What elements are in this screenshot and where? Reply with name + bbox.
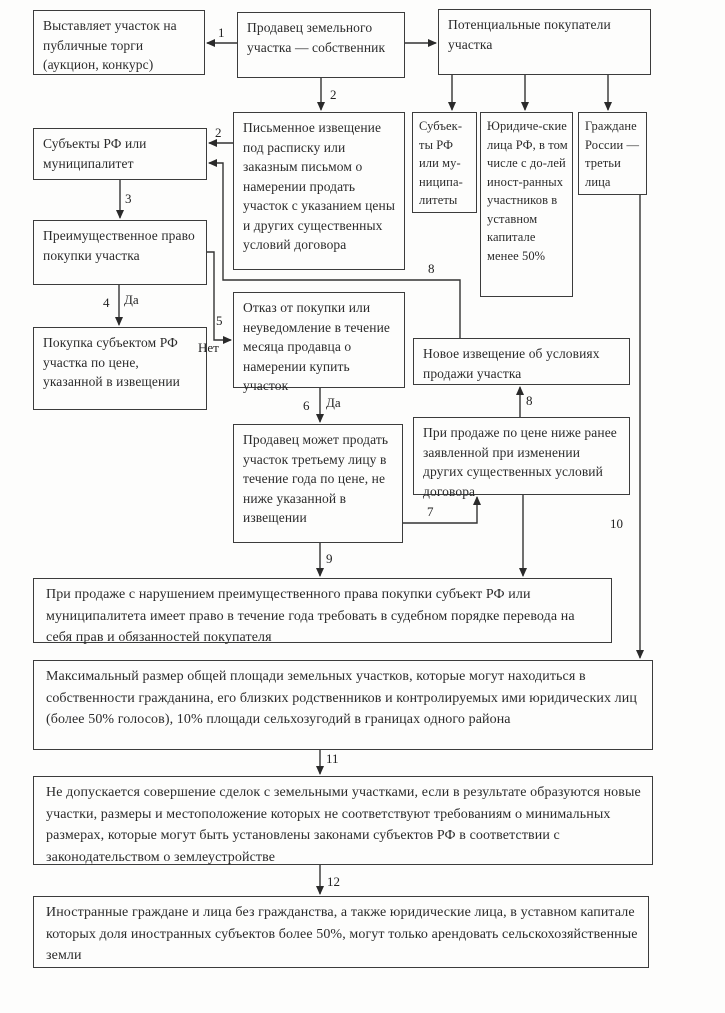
- node-citizens: Граждане России — третьи лица: [578, 112, 647, 195]
- connector-label-step-8b: 8: [526, 393, 533, 408]
- node-buyers: Потенциальные покупатели участка: [438, 9, 651, 75]
- node-legal-entities: Юридиче-ские лица РФ, в том числе с до-лей иност-ранных участников в уставном капитале менее 50%: [480, 112, 573, 297]
- node-lower-price: При продаже по цене ниже ранее заявленной при изменении других существенных условий договора: [413, 417, 630, 495]
- connector-label-step-9: 9: [326, 551, 333, 566]
- connector-label-step-8a: 8: [428, 261, 435, 276]
- node-seller-may-sell: Продавец может продать участок третьему лицу в течение года по цене, не ниже указанной в извещении: [233, 424, 403, 543]
- connector-label-step-1: 1: [218, 25, 225, 40]
- node-min-size: Не допускается совершение сделок с земельными участками, если в результате образуются новые участки, размеры и местоположение которых не соответствуют требованиям о минимальных размерах, которые могут быть установлены законами субъектов РФ в соответствии с законодательством о землеустройстве: [33, 776, 653, 865]
- connector-label-step-2a: 2: [330, 87, 337, 102]
- node-foreigners: Иностранные граждане и лица без гражданства, а также юридические лица, в уставном капитале которых доля иностранных субъектов более 50%, могут только арендовать сельскохозяйственные земли: [33, 896, 649, 968]
- connector-label-step-10: 10: [610, 516, 623, 531]
- node-rf-subjects-buyers: Субъек-ты РФ или му-ниципа-литеты: [412, 112, 477, 213]
- node-seller: Продавец земельного участка — собственник: [237, 12, 405, 78]
- connector-label-label-yes-6: Да: [326, 395, 341, 410]
- connector-label-step-7: 7: [427, 504, 434, 519]
- node-violation: При продаже с нарушением преимущественного права покупки субъект РФ или муниципалитета имеет право в течение года требовать в судебном порядке перевода на себя прав и обязанностей покупателя: [33, 578, 612, 643]
- node-offer-auction: Выставляет участок на публичные торги (аукцион, конкурс): [33, 10, 205, 75]
- connector-label-step-2b: 2: [215, 125, 222, 140]
- node-rf-subjects: Субъекты РФ или муниципалитет: [33, 128, 207, 180]
- connector-label-step-12: 12: [327, 874, 340, 889]
- connector-label-label-yes-4: Да: [124, 292, 139, 307]
- connector-label-label-no-5: Нет: [198, 340, 219, 355]
- node-written-notice: Письменное извещение под расписку или заказным письмом о намерении продать участок с указанием цены и других существенных условий договора: [233, 112, 405, 270]
- connector-label-step-3: 3: [125, 191, 132, 206]
- connector-label-step-6: 6: [303, 398, 310, 413]
- node-preemptive-right: Преимущественное право покупки участка: [33, 220, 207, 285]
- connector-label-step-11: 11: [326, 751, 339, 766]
- node-purchase-by-subject: Покупка субъектом РФ участка по цене, указанной в извещении: [33, 327, 207, 410]
- node-max-area: Максимальный размер общей площади земельных участков, которые могут находиться в собственности гражданина, его близких родственников и контролируемых ими юридических лиц (более 50% голосов), 10% площади сельхозугодий в границах одного района: [33, 660, 653, 750]
- node-refusal: Отказ от покупки или неуведомление в течение месяца продавца о намерении купить участок: [233, 292, 405, 388]
- node-new-notice: Новое извещение об условиях продажи участка: [413, 338, 630, 385]
- connector-label-step-4: 4: [103, 295, 110, 310]
- connector-label-step-5: 5: [216, 313, 223, 328]
